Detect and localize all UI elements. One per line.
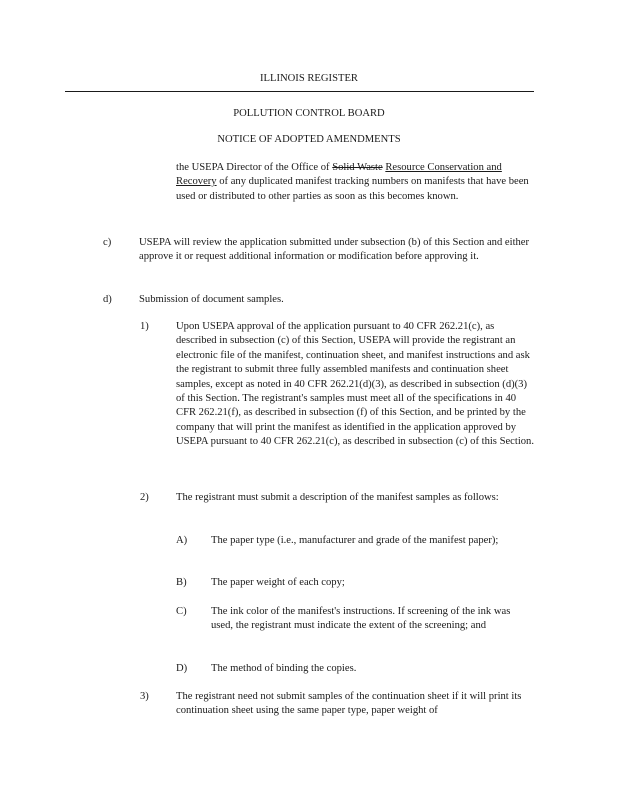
item-2-label: 2) [140,492,149,503]
list-item-a-text: The paper type (i.e., manufacturer and grade of the manifest paper); [211,535,499,546]
subsection-c-text: USEPA will review the application submitted under subsection (b) of this Section and either approve it or request additional information or modification before approving it. [139,237,530,263]
list-item-c-label: C) [176,606,187,617]
inserted-text: Resource Conservation and Recovery [176,162,502,188]
list-item-b-text: The paper weight of each copy; [211,577,345,588]
list-item-d-text: The method of binding the copies. [211,663,357,674]
list-item-b-label: B) [176,577,187,588]
item-2-text: The registrant must submit a description of the manifest samples as follows: [176,492,499,503]
subsection-c-label: c) [103,237,112,248]
subsection-d-text: Submission of document samples. [139,294,284,305]
deleted-text: Solid Waste [332,162,383,173]
subsection-d-label: d) [103,294,112,305]
list-item-d-label: D) [176,663,188,674]
item-1-label: 1) [140,321,149,332]
intro-paragraph [176,161,536,204]
intro-text-1: the USEPA Director of the Office of [176,162,333,173]
list-item-c-text: The ink color of the manifest's instructions. If screening of the ink was used, the registrant must indicate the extent of the screening; and [211,606,511,632]
header-divider [65,91,534,92]
item-1-text: Upon USEPA approval of the application pursuant to 40 CFR 262.21(c), as described in subsection (c) of this Section, USEPA will provide the registrant an electronic file of the manifest, continuation sheet, and manifest instructions and ask the registrant to submit three fully assembled manifests and continuation sheet samples, except as noted in 40 CFR 262.21(d)(3), as described in subsection (d)(3) of this Section. The registrant's samples must meet all of the specifications in 40 CFR 262.21(f), as described in subsection (f) of this Section, and be printed by the company that will print the manifest as identified in the application approved by USEPA pursuant to 40 CFR 262.21(c), as described in subsection (c) of this Section. [176,321,534,448]
register-title: ILLINOIS REGISTER [260,73,358,84]
item-3-label: 3) [140,691,149,702]
intro-text-2: of any duplicated manifest tracking numbers on manifests that have been used or distributed to other parties as soon as this becomes known. [176,176,529,202]
list-item-a-label: A) [176,535,188,546]
board-title: POLLUTION CONTROL BOARD [233,108,385,119]
notice-title: NOTICE OF ADOPTED AMENDMENTS [217,134,401,145]
item-3-text: The registrant need not submit samples of the continuation sheet if it will print its continuation sheet using the same paper type, paper weight of [176,691,522,717]
